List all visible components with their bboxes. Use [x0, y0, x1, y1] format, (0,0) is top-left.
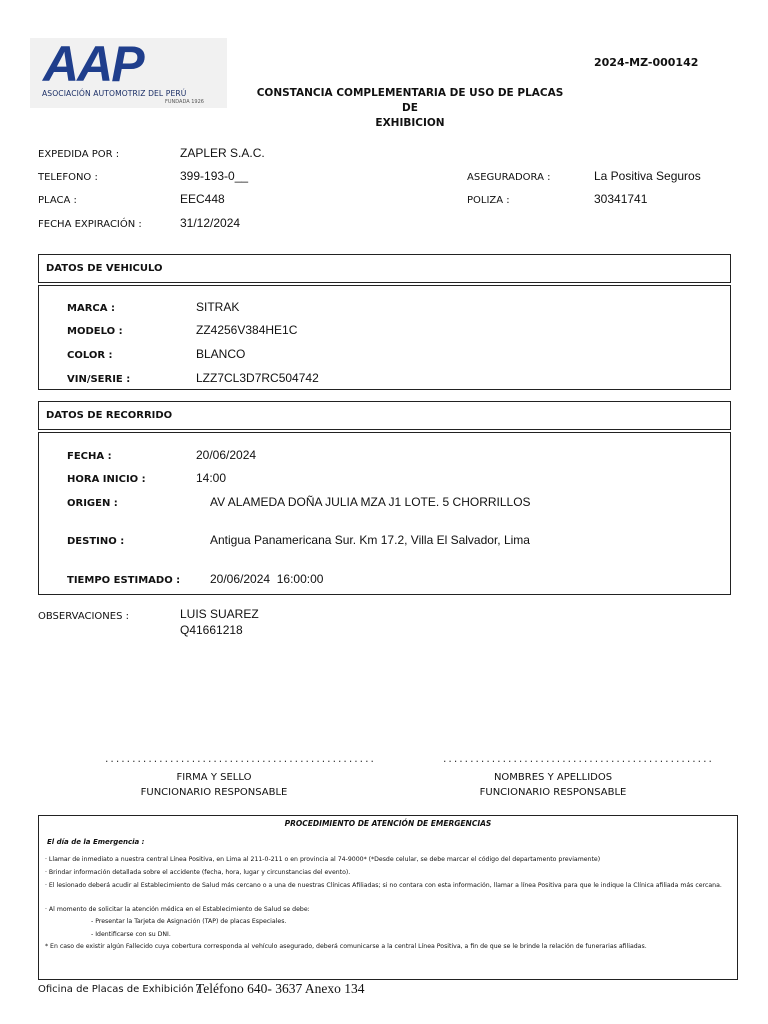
signature-line-left: .................................................. — [104, 755, 375, 765]
procedure-step-dni: - Identificarse con su DNI. — [91, 931, 171, 938]
procedure-step-fallecido: * En caso de existir algún Fallecido cuya cobertura corresponda al vehículo asegurado, deberá comunicarse a la central Línea Positiva, a fin de que se le brinde la relación de funerarias afiliadas. — [45, 943, 647, 950]
marca-label: MARCA : — [67, 303, 115, 314]
tiempo-estimado-value: 20/06/2024 16:00:00 — [210, 572, 324, 586]
marca-value: SITRAK — [196, 300, 240, 314]
observaciones-line2: Q41661218 — [180, 623, 243, 637]
placa-label: PLACA : — [38, 195, 77, 206]
observaciones-label: OBSERVACIONES : — [38, 611, 129, 622]
signature-right-line1: NOMBRES Y APELLIDOS — [493, 772, 613, 783]
vehiculo-section-body — [38, 285, 731, 390]
tiempo-estimado-label: TIEMPO ESTIMADO : — [67, 575, 181, 586]
signature-left-line1: FIRMA Y SELLO — [176, 772, 252, 783]
color-value: BLANCO — [196, 347, 246, 361]
logo-letters: AAP — [43, 36, 143, 92]
emergency-procedure-box — [38, 815, 738, 980]
aseguradora-label: ASEGURADORA : — [467, 172, 551, 183]
document-title — [250, 86, 570, 131]
recorrido-section-header — [38, 401, 731, 430]
procedure-step-tap: - Presentar la Tarjeta de Asignación (TAP) de placas Especiales. — [91, 918, 287, 925]
recorrido-section-title: DATOS DE RECORRIDO — [46, 410, 173, 421]
logo-association-name: ASOCIACIÓN AUTOMOTRIZ DEL PERÚ — [42, 89, 187, 98]
modelo-label: MODELO : — [67, 326, 123, 337]
poliza-label: POLIZA : — [467, 195, 510, 206]
origen-value: AV ALAMEDA DOÑA JULIA MZA J1 LOTE. 5 CHORRILLOS — [210, 495, 531, 509]
recorrido-section-body — [38, 432, 731, 595]
vehiculo-section-title: DATOS DE VEHICULO — [46, 263, 163, 274]
procedure-step-clinic: · El lesionado deberá acudir al Establecimiento de Salud más cercano o a una de nuestras Clínicas Afiliadas; si no contara con esta información, llamar a línea Positiva para que le indique la Clínica afiliada más cercana. — [45, 882, 722, 889]
hora-inicio-label: HORA INICIO : — [67, 474, 146, 485]
observaciones-line1: LUIS SUAREZ — [180, 607, 259, 621]
procedure-step-call: · Llamar de inmediato a nuestra central Línea Positiva, en Lima al 211-0-211 o en provincia al 74-9000* (*Desde celular, se debe marcar el código del departamento previamente) — [45, 856, 601, 863]
aseguradora-value: La Positiva Seguros — [594, 169, 701, 183]
color-label: COLOR : — [67, 350, 113, 361]
destino-label: DESTINO : — [67, 536, 125, 547]
procedure-step-medical: · Al momento de solicitar la atención médica en el Establecimiento de Salud se debe: — [45, 906, 310, 913]
placa-value: EEC448 — [180, 192, 225, 206]
vehiculo-section-header — [38, 254, 731, 283]
procedure-subtitle: El día de la Emergencia : — [47, 838, 145, 846]
document-title-line2: EXHIBICION — [375, 117, 445, 129]
footer-phone: Teléfono 640- 3637 Anexo 134 — [196, 981, 365, 996]
telefono-label: TELEFONO : — [38, 172, 98, 183]
signature-right-line2: FUNCIONARIO RESPONSABLE — [479, 787, 627, 798]
document-code: 2024-MZ-000142 — [594, 56, 699, 69]
fecha-expiracion-value: 31/12/2024 — [180, 216, 241, 230]
signature-right-caption — [453, 770, 653, 800]
modelo-value: ZZ4256V384HE1C — [196, 323, 298, 337]
footer-office: Oficina de Placas de Exhibición / — [38, 984, 201, 995]
signature-line-right: .................................................. — [442, 755, 713, 765]
fecha-expiracion-label: FECHA EXPIRACIÓN : — [38, 219, 142, 230]
signature-left-caption — [114, 770, 314, 800]
vin-label: VIN/SERIE : — [67, 374, 131, 385]
expedida-por-label: EXPEDIDA POR : — [38, 149, 120, 160]
signature-left-line2: FUNCIONARIO RESPONSABLE — [140, 787, 288, 798]
document-title-line1: CONSTANCIA COMPLEMENTARIA DE USO DE PLACAS DE — [256, 87, 564, 114]
procedure-step-info: · Brindar información detallada sobre el accidente (fecha, hora, lugar y circunstancias del evento). — [45, 869, 351, 876]
procedure-title: PROCEDIMIENTO DE ATENCIÓN DE EMERGENCIAS — [284, 819, 492, 828]
logo-founded: FUNDADA 1926 — [165, 99, 204, 105]
vin-value: LZZ7CL3D7RC504742 — [196, 371, 319, 385]
destino-value: Antigua Panamericana Sur. Km 17.2, Villa El Salvador, Lima — [210, 533, 530, 547]
origen-label: ORIGEN : — [67, 498, 118, 509]
telefono-value: 399-193-0__ — [180, 169, 249, 183]
fecha-label: FECHA : — [67, 451, 112, 462]
poliza-value: 30341741 — [594, 192, 648, 206]
fecha-value: 20/06/2024 — [196, 448, 257, 462]
aap-logo — [30, 38, 227, 108]
expedida-por-value: ZAPLER S.A.C. — [180, 146, 265, 160]
hora-inicio-value: 14:00 — [196, 471, 227, 485]
